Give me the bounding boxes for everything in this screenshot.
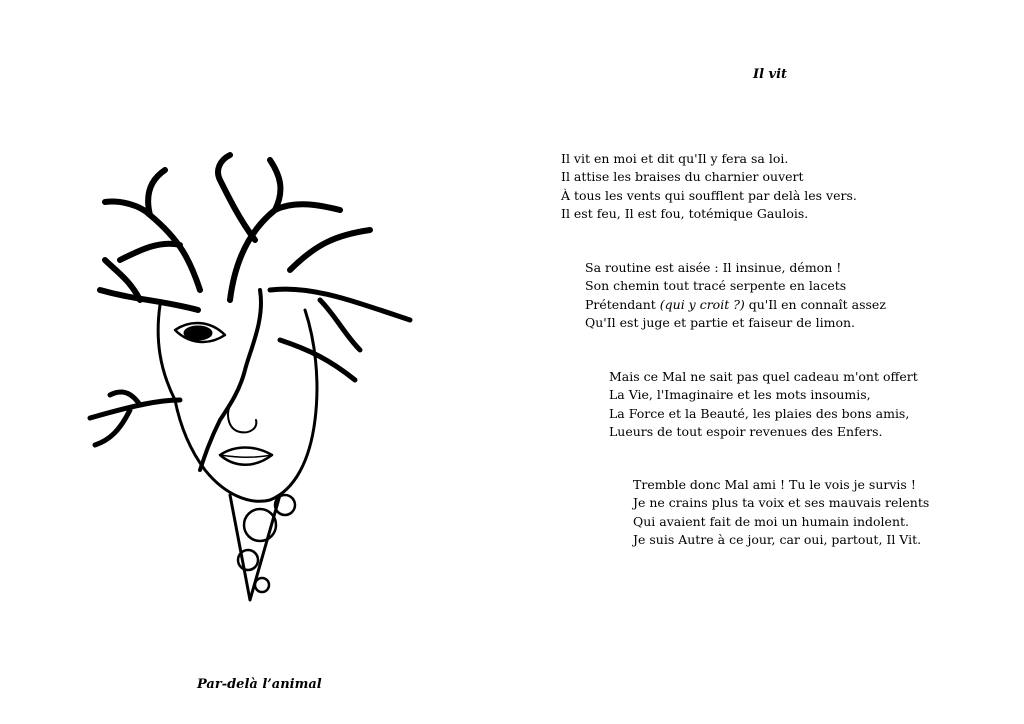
tree-face-icon [80, 150, 420, 610]
poem-line: Il vit en moi et dit qu'Il y fera sa loi. [561, 151, 789, 166]
poem-line-text: qu'Il en connaît assez [744, 296, 886, 312]
poem-line: Qui avaient fait de moi un humain indolent. [633, 513, 909, 529]
poem-line: Je ne crains plus ta voix et ses mauvais relents [633, 495, 930, 511]
poem-line: Son chemin tout tracé serpente en lacets [585, 278, 847, 294]
poem-line: Lueurs de tout espoir revenues des Enfers. [609, 423, 883, 439]
poem-line: Qu'Il est juge et partie et faiseur de limon. [585, 314, 856, 330]
poem-title: Il vit [753, 67, 788, 82]
poem-line: La Force et la Beauté, les plaies des bons amis, [609, 405, 910, 421]
poem-line [585, 296, 886, 314]
poem-line: Je suis Autre à ce jour, car oui, partout, Il Vit. [633, 531, 922, 547]
poem-line: Il attise les braises du charnier ouvert [561, 169, 804, 185]
stanza-1 [561, 150, 857, 223]
poem-line: Mais ce Mal ne sait pas quel cadeau m'ont offert [609, 369, 918, 384]
poem-line: La Vie, l'Imaginaire et les mots insoumis, [609, 387, 871, 403]
stanza-4 [633, 476, 929, 549]
stanza-3 [609, 368, 918, 441]
poem-line-text: Prétendant [585, 296, 660, 312]
stanza-2 [585, 259, 886, 332]
illustration-caption: Par-delà l’animal [197, 677, 322, 692]
poem-line-italic: (qui y croit ?) [659, 296, 745, 312]
poem-line: Tremble donc Mal ami ! Tu le vois je survis ! [633, 477, 916, 492]
tree-face-illustration [80, 150, 420, 610]
poem-line: Il est feu, Il est fou, totémique Gaulois. [561, 205, 809, 221]
poem-line: Sa routine est aisée : Il insinue, démon ! [585, 260, 842, 275]
poem-line: À tous les vents qui soufflent par delà les vers. [561, 187, 857, 203]
